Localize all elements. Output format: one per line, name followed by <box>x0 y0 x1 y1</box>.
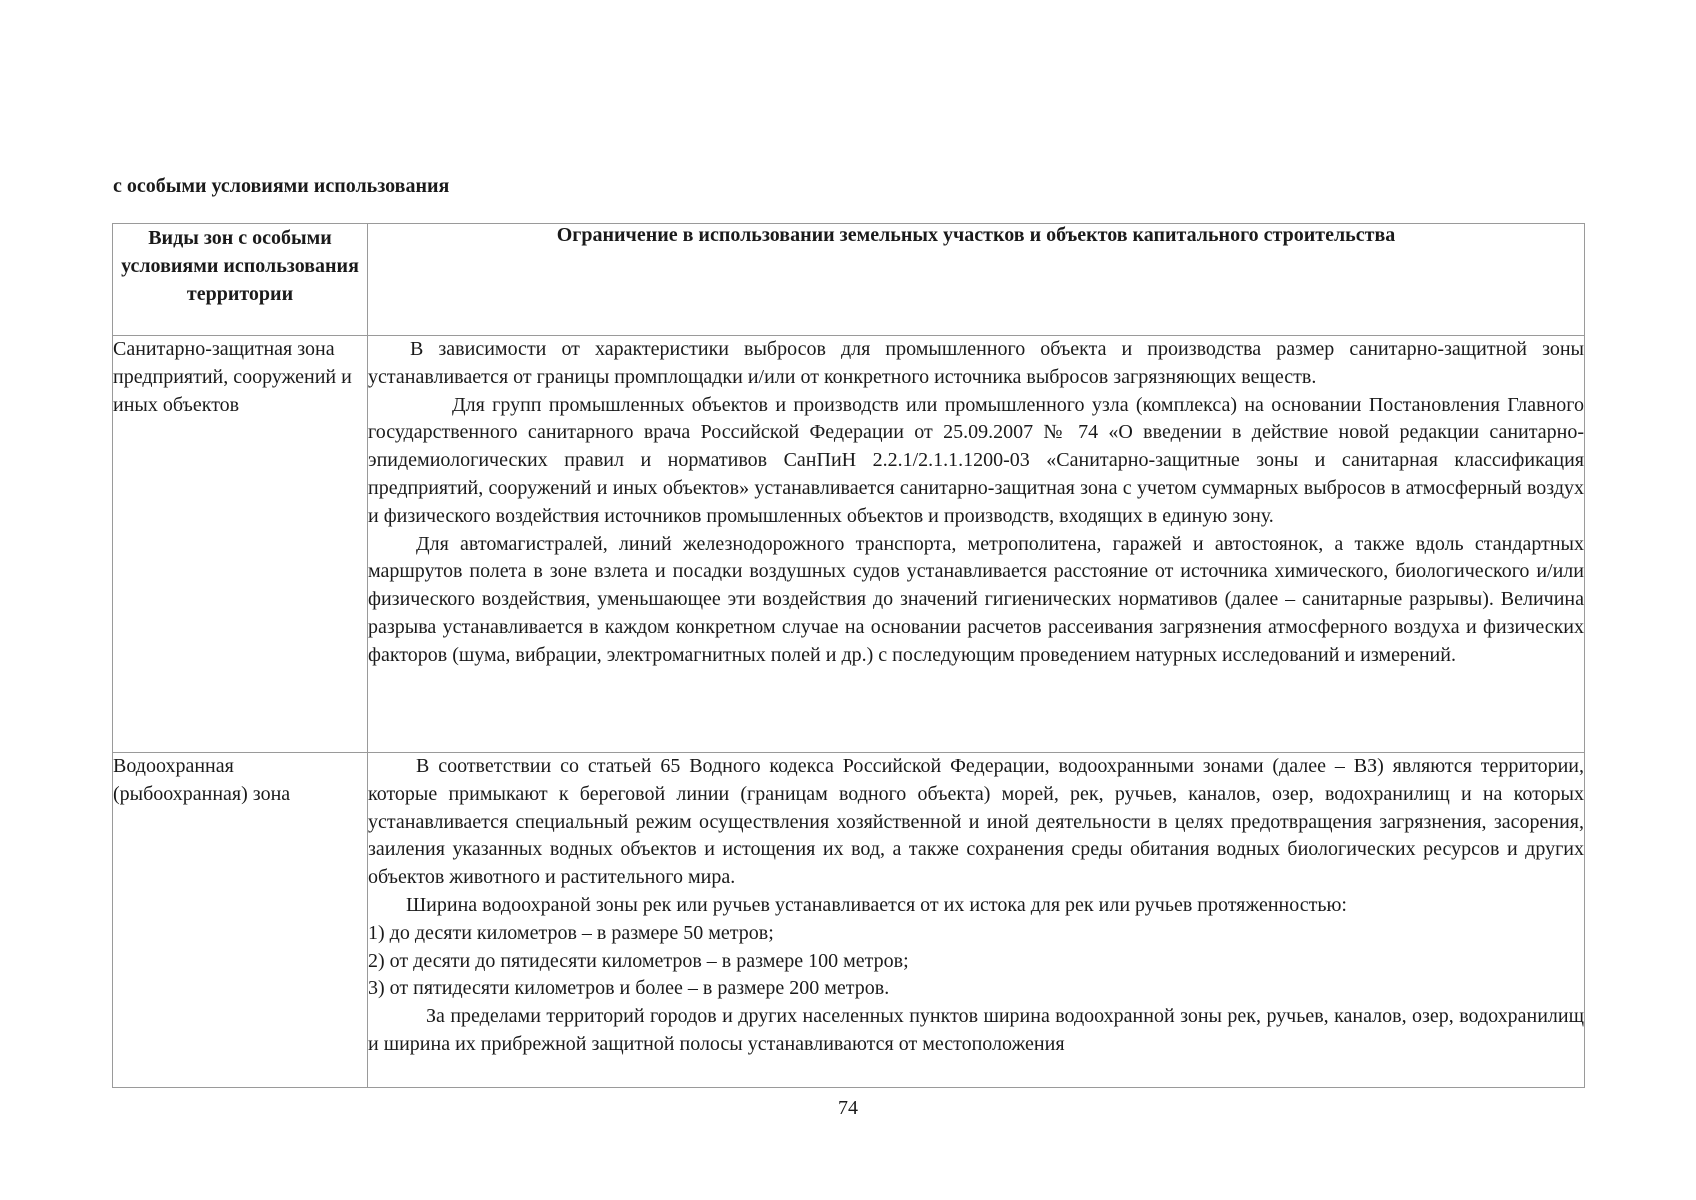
table-header-row <box>113 224 1585 336</box>
table-row <box>113 336 1585 753</box>
paragraph: Для групп промышленных объектов и производств или промышленного узла (комплекса) на основании Постановления Главного государственного санитарного врача Российской Федерации от 25.09.2007 № 74 «О введении в действие новой редакции санитарно-эпидемиологических правил и нормативов СанПиН 2.2.1/2.1.1.1200-03 «Санитарно-защитные зоны и санитарная классификация предприятий, сооружений и иных объектов» устанавливается санитарно-защитная зона с учетом суммарных выбросов в атмосферный воздух и физического воздействия источников промышленных объектов и производств, входящих в единую зону. <box>368 393 1584 527</box>
section-title: с особыми условиями использования <box>113 175 450 197</box>
header-zone-type: Виды зон с особыми условиями использования территории <box>113 224 368 336</box>
list-item: 1) до десяти километров – в размере 50 метров; <box>368 921 774 944</box>
paragraph: В соответствии со статьей 65 Водного кодекса Российской Федерации, водоохранными зонами (далее – ВЗ) являются территории, которые примыкают к береговой линии (границам водного объекта) морей, рек, ручьев, каналов, озер, водохранилищ и на которых устанавливается специальный режим осуществления хозяйственной и иной деятельности в целях предотвращения загрязнения, засорения, заиления указанных водных объектов и истощения их вод, а также сохранения среды обитания водных биологических ресурсов и других объектов животного и растительного мира. <box>368 755 1584 889</box>
paragraph: В зависимости от характеристики выбросов для промышленного объекта и производства размер санитарно-защитной зоны устанавливается от границы промплощадки и/или от конкретного источника выбросов загрязняющих веществ. <box>368 338 1584 388</box>
restriction-cell <box>368 753 1585 1088</box>
zone-type-cell: Водоохранная (рыбоохранная) зона <box>113 753 368 1088</box>
paragraph: За пределами территорий городов и других населенных пунктов ширина водоохранной зоны рек, ручьев, каналов, озер, водохранилищ и ширина их прибрежной защитной полосы устанавливаются от местоположения <box>368 1005 1584 1055</box>
restriction-cell <box>368 336 1585 753</box>
zone-type-cell: Санитарно-защитная зона предприятий, сооружений и иных объектов <box>113 336 368 753</box>
page-number: 74 <box>838 1097 858 1119</box>
table-row <box>113 753 1585 1088</box>
list-item: 2) от десяти до пятидесяти километров – в размере 100 метров; <box>368 949 909 972</box>
list-item: 3) от пятидесяти километров и более – в размере 200 метров. <box>368 977 890 1000</box>
paragraph: Ширина водоохраной зоны рек или ручьев устанавливается от их истока для рек или ручьев протяженностью: <box>406 893 1347 916</box>
restriction-cell-content <box>368 753 1584 1084</box>
header-restriction: Ограничение в использовании земельных участков и объектов капитального строительства <box>368 224 1585 336</box>
zones-table <box>112 223 1585 1088</box>
paragraph: Для автомагистралей, линий железнодорожного транспорта, метрополитена, гаражей и автостоянок, а также вдоль стандартных маршрутов полета в зоне взлета и посадки воздушных судов устанавливается расстояние от источника химического, биологического и/или физического воздействия, уменьшающее эти воздействия до значений гигиенических нормативов (далее – санитарные разрывы). Величина разрыва устанавливается в каждом конкретном случае на основании расчетов рассеивания загрязнения атмосферного воздуха и физических факторов (шума, вибрации, электромагнитных полей и др.) с последующим проведением натурных исследований и измерений. <box>368 532 1584 666</box>
